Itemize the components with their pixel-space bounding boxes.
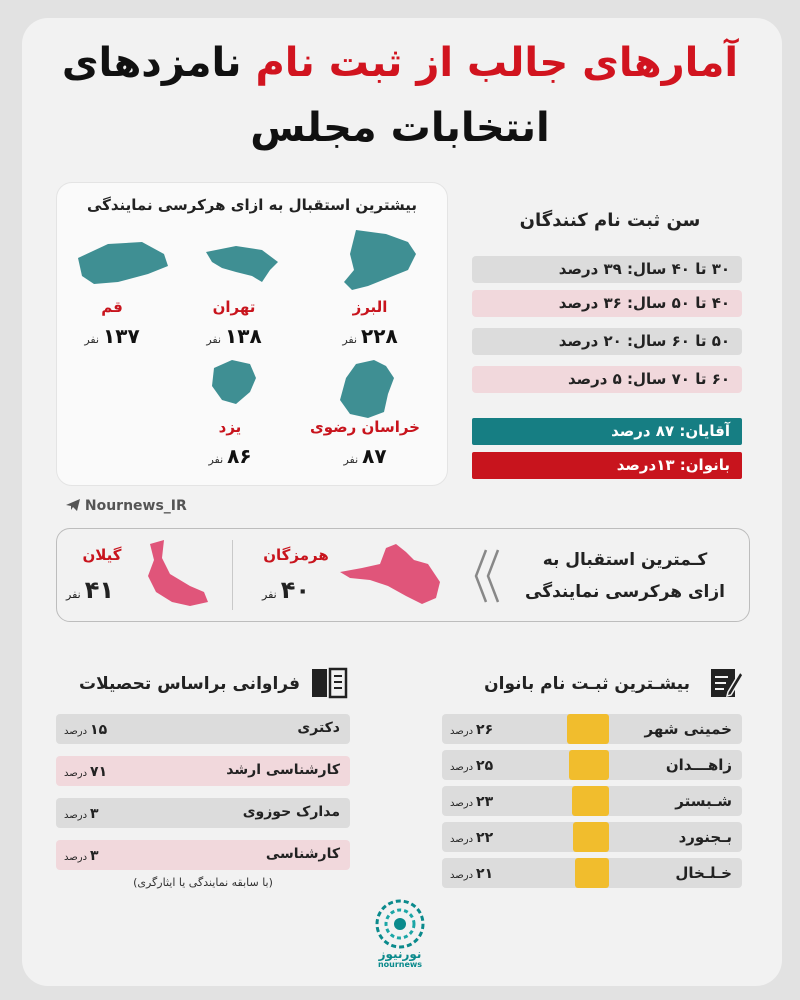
count-number: ۴۰ <box>280 576 310 604</box>
education-row <box>56 756 350 786</box>
logo-english: nournews <box>377 960 423 969</box>
women-city-bar <box>573 822 609 852</box>
value-number: ۱۵ <box>90 722 108 738</box>
hormozgan-map-icon <box>336 538 442 608</box>
education-title: فراوانی براساس تحصیلات <box>78 674 300 694</box>
province-name-tehran: تهران <box>212 298 256 316</box>
education-row <box>56 714 350 744</box>
province-name-gilan: گیلان <box>82 546 122 564</box>
province-name-hormozgan: هرمزگان <box>263 546 329 564</box>
logo-persian: نورنیوز <box>378 947 422 961</box>
women-city-label: خمینی شهر <box>644 720 732 738</box>
age-title: سن ثبت نام کنندگان <box>519 210 701 231</box>
women-city-bar <box>567 714 609 744</box>
nournews-logo-icon <box>374 898 426 950</box>
count-number: ۱۳۷ <box>103 324 140 348</box>
women-city-label: خـلـخال <box>675 864 732 882</box>
province-count-yazd <box>190 444 270 468</box>
province-count-alborz <box>330 324 410 348</box>
province-name-khorasan: خراسان رضوی <box>310 418 420 436</box>
value-unit: درصد <box>450 870 474 881</box>
education-value <box>64 803 99 822</box>
alborz-map-icon <box>344 230 416 290</box>
education-value <box>64 719 107 738</box>
women-city-bar <box>569 750 609 780</box>
highest-title: بیشترین استقبال به ازای هرکرسی نمایندگی <box>86 196 418 214</box>
qom-map-icon <box>78 242 168 284</box>
yazd-map-icon <box>212 360 256 404</box>
value-number: ۳ <box>90 806 99 822</box>
value-unit: درصد <box>64 810 88 821</box>
value-number: ۳ <box>90 848 99 864</box>
watermark <box>66 498 187 514</box>
education-label: مدارک حوزوی <box>242 804 340 820</box>
tehran-map-icon <box>206 246 278 282</box>
education-row <box>56 840 350 870</box>
education-label: کارشناسی <box>265 846 340 862</box>
value-number: ۲۲ <box>476 830 494 846</box>
gilan-map-icon <box>142 536 214 608</box>
education-note: (با سابقه نمایندگی یا ایثارگری) <box>133 876 273 889</box>
count-unit: نفر <box>208 453 224 466</box>
women-city-value <box>450 719 493 738</box>
age-row: ۶۰ تا ۷۰ سال: ۵ درصد <box>472 366 742 393</box>
age-row: ۵۰ تا ۶۰ سال: ۲۰ درصد <box>472 328 742 355</box>
province-count-gilan <box>66 576 114 604</box>
count-number: ۱۳۸ <box>225 324 262 348</box>
value-number: ۲۶ <box>476 722 494 738</box>
count-unit: نفر <box>66 588 81 601</box>
education-label: کارشناسی ارشد <box>226 762 340 778</box>
value-unit: درصد <box>450 834 474 845</box>
count-number: ۸۶ <box>227 444 252 468</box>
age-row: ۴۰ تا ۵۰ سال: ۳۶ درصد <box>472 290 742 317</box>
men-percentage: آقایان: ۸۷ درصد <box>472 418 742 445</box>
lowest-title-line-1: کـمترین استقبال به <box>542 550 708 570</box>
lowest-title-line-2: ازای هرکرسی نمایندگی <box>525 582 725 602</box>
divider <box>232 540 233 610</box>
value-unit: درصد <box>64 852 88 863</box>
women-city-value <box>450 791 493 810</box>
women-city-row <box>442 822 742 852</box>
women-city-row <box>442 786 742 816</box>
double-chevron-left-icon <box>472 548 502 604</box>
title-red-part: آمارهای جالب از ثبت نام <box>255 40 739 86</box>
value-number: ۲۳ <box>476 794 494 810</box>
women-cities-title: بیشـترین ثبـت نام بانوان <box>484 674 690 694</box>
women-city-label: شـبستر <box>675 792 732 810</box>
lowest-title <box>505 544 745 608</box>
women-city-row <box>442 750 742 780</box>
women-percentage: بانوان: ۱۳درصد <box>472 452 742 479</box>
women-city-bar <box>575 858 609 888</box>
book-icon <box>310 666 348 700</box>
age-row: ۳۰ تا ۴۰ سال: ۳۹ درصد <box>472 256 742 283</box>
education-value <box>64 845 99 864</box>
value-unit: درصد <box>64 768 88 779</box>
value-number: ۷۱ <box>90 764 108 780</box>
edit-document-icon <box>708 664 744 700</box>
women-city-label: زاهـــدان <box>665 756 732 774</box>
province-count-tehran <box>194 324 274 348</box>
title-black-part: نامزدهای <box>61 40 242 86</box>
value-number: ۲۵ <box>476 758 494 774</box>
count-number: ۴۱ <box>84 576 114 604</box>
women-city-bar <box>572 786 609 816</box>
women-city-label: بـجنورد <box>678 828 732 846</box>
count-number: ۸۷ <box>362 444 387 468</box>
khorasan-map-icon <box>340 360 394 418</box>
women-city-row <box>442 714 742 744</box>
province-name-qom: قم <box>101 298 123 316</box>
value-unit: درصد <box>450 726 474 737</box>
education-row <box>56 798 350 828</box>
education-label: دکتری <box>297 720 340 736</box>
education-value <box>64 761 107 780</box>
count-unit: نفر <box>206 333 222 346</box>
count-unit: نفر <box>262 588 277 601</box>
watermark-text: Nournews_IR <box>84 498 187 514</box>
province-count-khorasan <box>325 444 405 468</box>
province-count-qom <box>72 324 152 348</box>
women-city-value <box>450 863 493 882</box>
value-unit: درصد <box>450 798 474 809</box>
count-unit: نفر <box>343 453 359 466</box>
value-unit: درصد <box>450 762 474 773</box>
value-number: ۲۱ <box>476 866 494 882</box>
title-line-2: انتخابات مجلس <box>250 105 550 151</box>
title-line-1 <box>0 40 800 86</box>
count-unit: نفر <box>342 333 358 346</box>
province-name-yazd: یزد <box>218 418 242 436</box>
province-count-hormozgan <box>262 576 310 604</box>
value-unit: درصد <box>64 726 88 737</box>
count-number: ۲۲۸ <box>361 324 398 348</box>
telegram-icon <box>66 499 80 511</box>
women-city-value <box>450 827 493 846</box>
count-unit: نفر <box>84 333 100 346</box>
women-city-row <box>442 858 742 888</box>
province-name-alborz: البرز <box>352 298 388 316</box>
women-city-value <box>450 755 493 774</box>
